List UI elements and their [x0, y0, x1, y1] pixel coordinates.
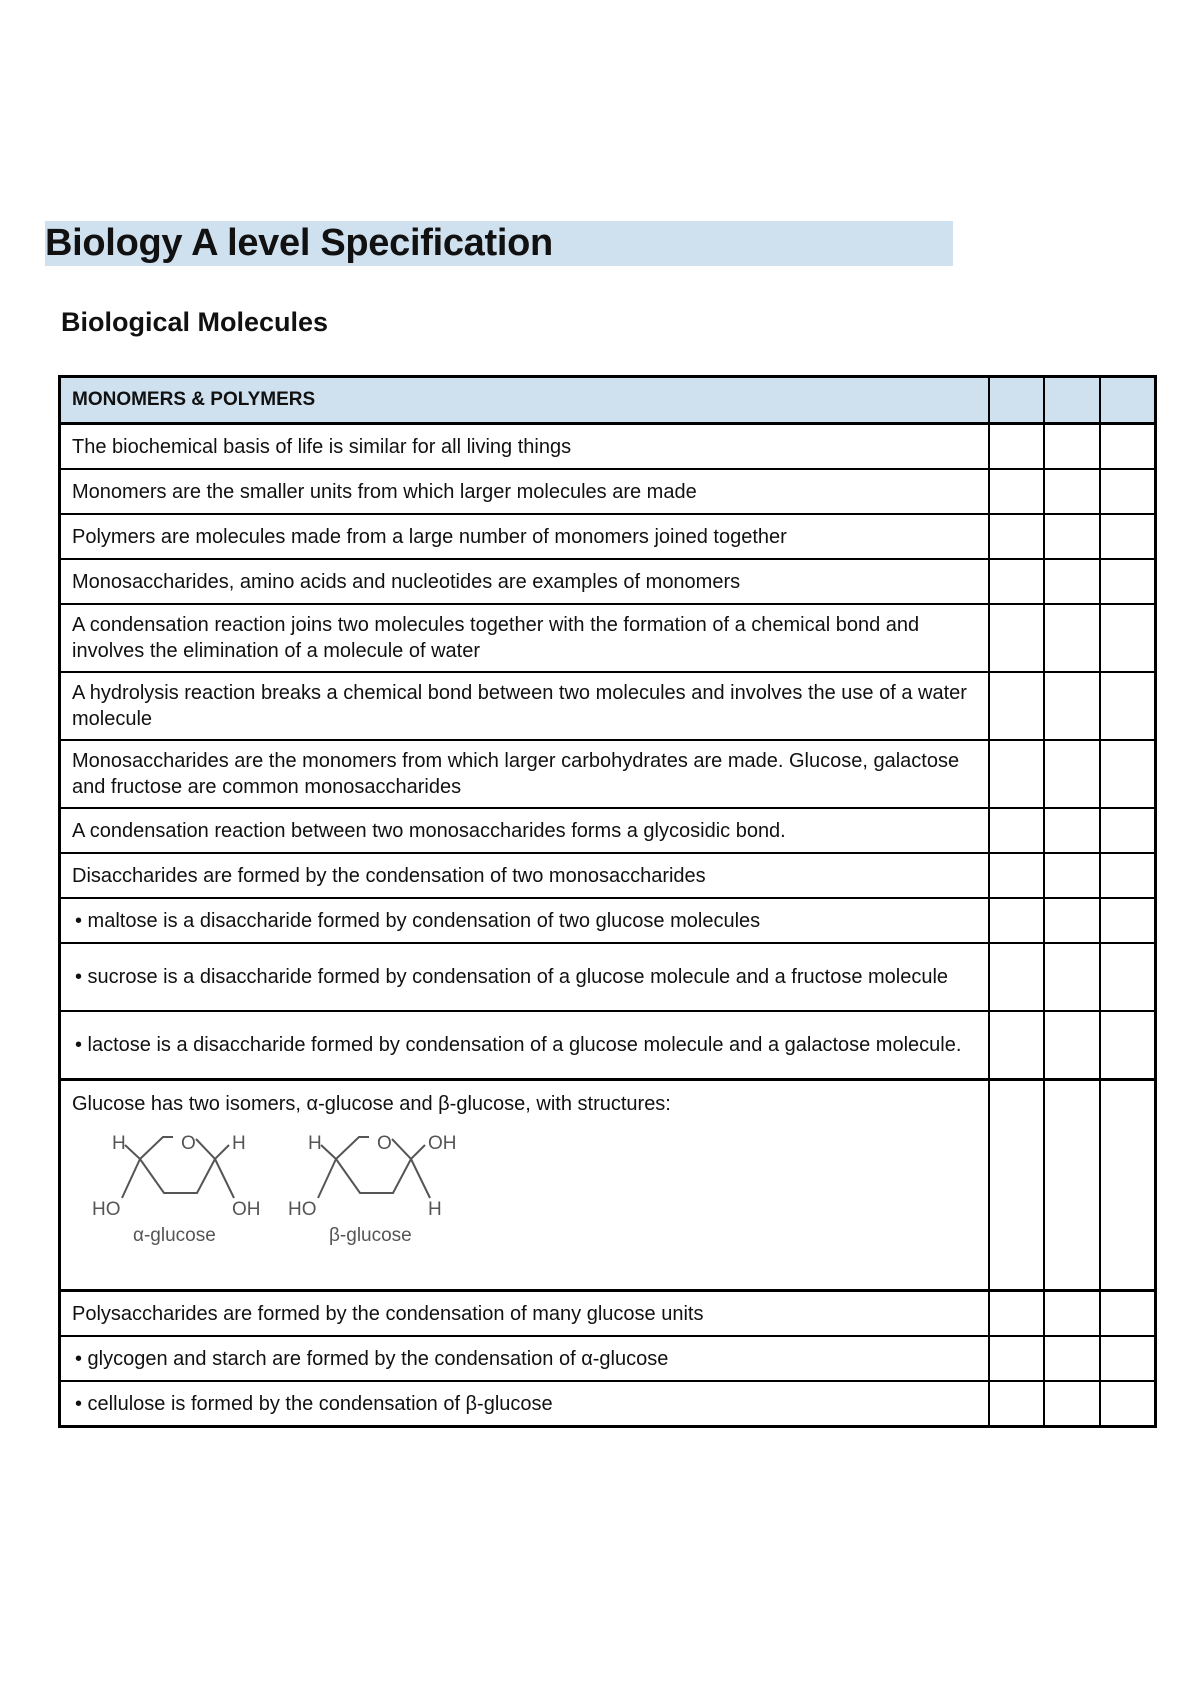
alpha-ring-top-left-bond — [125, 1137, 173, 1159]
checkbox-cell-3[interactable] — [1100, 424, 1156, 470]
alpha-bottom-right-group: OH — [232, 1199, 261, 1220]
statement-text: A condensation reaction joins two molecules together with the formation of a chemical bond and involves the elimination of a molecule of water — [60, 604, 989, 672]
checkbox-cell-3[interactable] — [1100, 1080, 1156, 1291]
checkbox-cell-3[interactable] — [1100, 1381, 1156, 1427]
checkbox-header-1 — [989, 377, 1044, 424]
alpha-bottom-left-group: HO — [92, 1199, 121, 1220]
statement-cell — [60, 1080, 989, 1291]
checkbox-cell-3[interactable] — [1100, 469, 1156, 514]
page-title: Biology A level Specification — [45, 222, 553, 264]
checkbox-cell-3[interactable] — [1100, 1011, 1156, 1080]
checkbox-cell-3[interactable] — [1100, 808, 1156, 853]
statement-text: Glucose has two isomers, α-glucose and β-glucose, with structures: — [72, 1093, 671, 1115]
checkbox-cell-2[interactable] — [1044, 1336, 1100, 1381]
beta-ring-top-right-bond — [392, 1139, 425, 1159]
beta-lower-left-bond — [318, 1159, 336, 1198]
checkbox-cell-3[interactable] — [1100, 672, 1156, 740]
table-row-glucose-structures — [60, 1080, 1156, 1291]
beta-bottom-right-atom: H — [428, 1199, 442, 1220]
checkbox-cell-3[interactable] — [1100, 559, 1156, 604]
statement-text: Monosaccharides are the monomers from which larger carbohydrates are made. Glucose, galactose and fructose are common monosaccharides — [60, 740, 989, 808]
checkbox-cell-3[interactable] — [1100, 898, 1156, 943]
checkbox-cell-1[interactable] — [989, 559, 1044, 604]
checkbox-cell-3[interactable] — [1100, 740, 1156, 808]
checkbox-cell-2[interactable] — [1044, 424, 1100, 470]
checkbox-cell-1[interactable] — [989, 424, 1044, 470]
statement-text: Polymers are molecules made from a large number of monomers joined together — [60, 514, 989, 559]
checkbox-cell-2[interactable] — [1044, 943, 1100, 1011]
alpha-lower-left-bond — [122, 1159, 140, 1198]
checkbox-cell-3[interactable] — [1100, 853, 1156, 898]
checkbox-cell-3[interactable] — [1100, 514, 1156, 559]
table-row — [60, 469, 1156, 514]
checkbox-cell-2[interactable] — [1044, 604, 1100, 672]
checkbox-cell-2[interactable] — [1044, 672, 1100, 740]
checkbox-cell-2[interactable] — [1044, 808, 1100, 853]
alpha-top-right-atom: H — [232, 1133, 246, 1154]
checkbox-cell-1[interactable] — [989, 808, 1044, 853]
statement-text: • lactose is a disaccharide formed by condensation of a glucose molecule and a galactose molecule. — [60, 1011, 989, 1080]
checkbox-cell-2[interactable] — [1044, 1291, 1100, 1337]
alpha-ring-lower-bonds — [140, 1159, 215, 1193]
table-row — [60, 672, 1156, 740]
checkbox-cell-1[interactable] — [989, 1381, 1044, 1427]
checkbox-cell-2[interactable] — [1044, 898, 1100, 943]
table-header-row — [60, 377, 1156, 424]
statement-text: The biochemical basis of life is similar for all living things — [60, 424, 989, 470]
checkbox-cell-2[interactable] — [1044, 1381, 1100, 1427]
table-row — [60, 424, 1156, 470]
statement-text: Disaccharides are formed by the condensation of two monosaccharides — [60, 853, 989, 898]
beta-ring-lower-bonds — [336, 1159, 411, 1193]
alpha-glucose-structure — [92, 1133, 261, 1246]
checkbox-cell-1[interactable] — [989, 898, 1044, 943]
checkbox-cell-1[interactable] — [989, 672, 1044, 740]
statement-text: • maltose is a disaccharide formed by condensation of two glucose molecules — [60, 898, 989, 943]
checkbox-cell-3[interactable] — [1100, 604, 1156, 672]
beta-ring-oxygen: O — [377, 1133, 392, 1154]
statement-text: • glycogen and starch are formed by the condensation of α-glucose — [60, 1336, 989, 1381]
alpha-ring-oxygen: O — [181, 1133, 196, 1154]
checkbox-cell-2[interactable] — [1044, 740, 1100, 808]
checkbox-cell-2[interactable] — [1044, 469, 1100, 514]
table-row — [60, 1381, 1156, 1427]
table-row — [60, 1011, 1156, 1080]
checkbox-cell-2[interactable] — [1044, 1080, 1100, 1291]
beta-bottom-left-group: HO — [288, 1199, 317, 1220]
checkbox-cell-1[interactable] — [989, 943, 1044, 1011]
alpha-top-left-atom: H — [112, 1133, 126, 1154]
table-row — [60, 853, 1156, 898]
statement-text: • sucrose is a disaccharide formed by condensation of a glucose molecule and a fructose molecule — [60, 943, 989, 1011]
checkbox-header-2 — [1044, 377, 1100, 424]
section-title: Biological Molecules — [61, 307, 329, 337]
specification-table — [58, 375, 1157, 1428]
table-row — [60, 898, 1156, 943]
checkbox-cell-1[interactable] — [989, 1011, 1044, 1080]
beta-glucose-structure — [288, 1133, 457, 1246]
checkbox-header-3 — [1100, 377, 1156, 424]
table-row — [60, 808, 1156, 853]
statement-text: • cellulose is formed by the condensation of β-glucose — [60, 1381, 989, 1427]
checkbox-cell-1[interactable] — [989, 469, 1044, 514]
table-row — [60, 740, 1156, 808]
statement-text: Monomers are the smaller units from which larger molecules are made — [60, 469, 989, 514]
table-row — [60, 514, 1156, 559]
beta-lower-right-bond — [411, 1159, 430, 1198]
checkbox-cell-3[interactable] — [1100, 1336, 1156, 1381]
alpha-ring-top-right-bond — [196, 1139, 229, 1159]
table-row — [60, 1291, 1156, 1337]
statement-text: Monosaccharides, amino acids and nucleotides are examples of monomers — [60, 559, 989, 604]
checkbox-cell-1[interactable] — [989, 1080, 1044, 1291]
checkbox-cell-2[interactable] — [1044, 514, 1100, 559]
alpha-lower-right-bond — [215, 1159, 234, 1198]
table-row — [60, 943, 1156, 1011]
checkbox-cell-2[interactable] — [1044, 853, 1100, 898]
checkbox-cell-1[interactable] — [989, 1336, 1044, 1381]
checkbox-cell-1[interactable] — [989, 853, 1044, 898]
beta-top-right-group: OH — [428, 1133, 457, 1154]
beta-glucose-label: β-glucose — [329, 1225, 412, 1246]
checkbox-cell-1[interactable] — [989, 1291, 1044, 1337]
statement-text: A condensation reaction between two monosaccharides forms a glycosidic bond. — [60, 808, 989, 853]
alpha-glucose-label: α-glucose — [133, 1225, 216, 1246]
table-row — [60, 1336, 1156, 1381]
statement-text: Polysaccharides are formed by the condensation of many glucose units — [60, 1291, 989, 1337]
checkbox-cell-1[interactable] — [989, 604, 1044, 672]
checkbox-cell-3[interactable] — [1100, 1291, 1156, 1337]
checkbox-cell-1[interactable] — [989, 514, 1044, 559]
checkbox-cell-1[interactable] — [989, 740, 1044, 808]
table-row — [60, 559, 1156, 604]
beta-top-left-atom: H — [308, 1133, 322, 1154]
checkbox-cell-2[interactable] — [1044, 1011, 1100, 1080]
beta-ring-top-left-bond — [321, 1137, 369, 1159]
glucose-structure-diagram — [82, 1125, 482, 1247]
section-heading: MONOMERS & POLYMERS — [60, 377, 989, 424]
statement-text: A hydrolysis reaction breaks a chemical bond between two molecules and involves the use of a water molecule — [60, 672, 989, 740]
checkbox-cell-2[interactable] — [1044, 559, 1100, 604]
checkbox-cell-3[interactable] — [1100, 943, 1156, 1011]
table-row — [60, 604, 1156, 672]
